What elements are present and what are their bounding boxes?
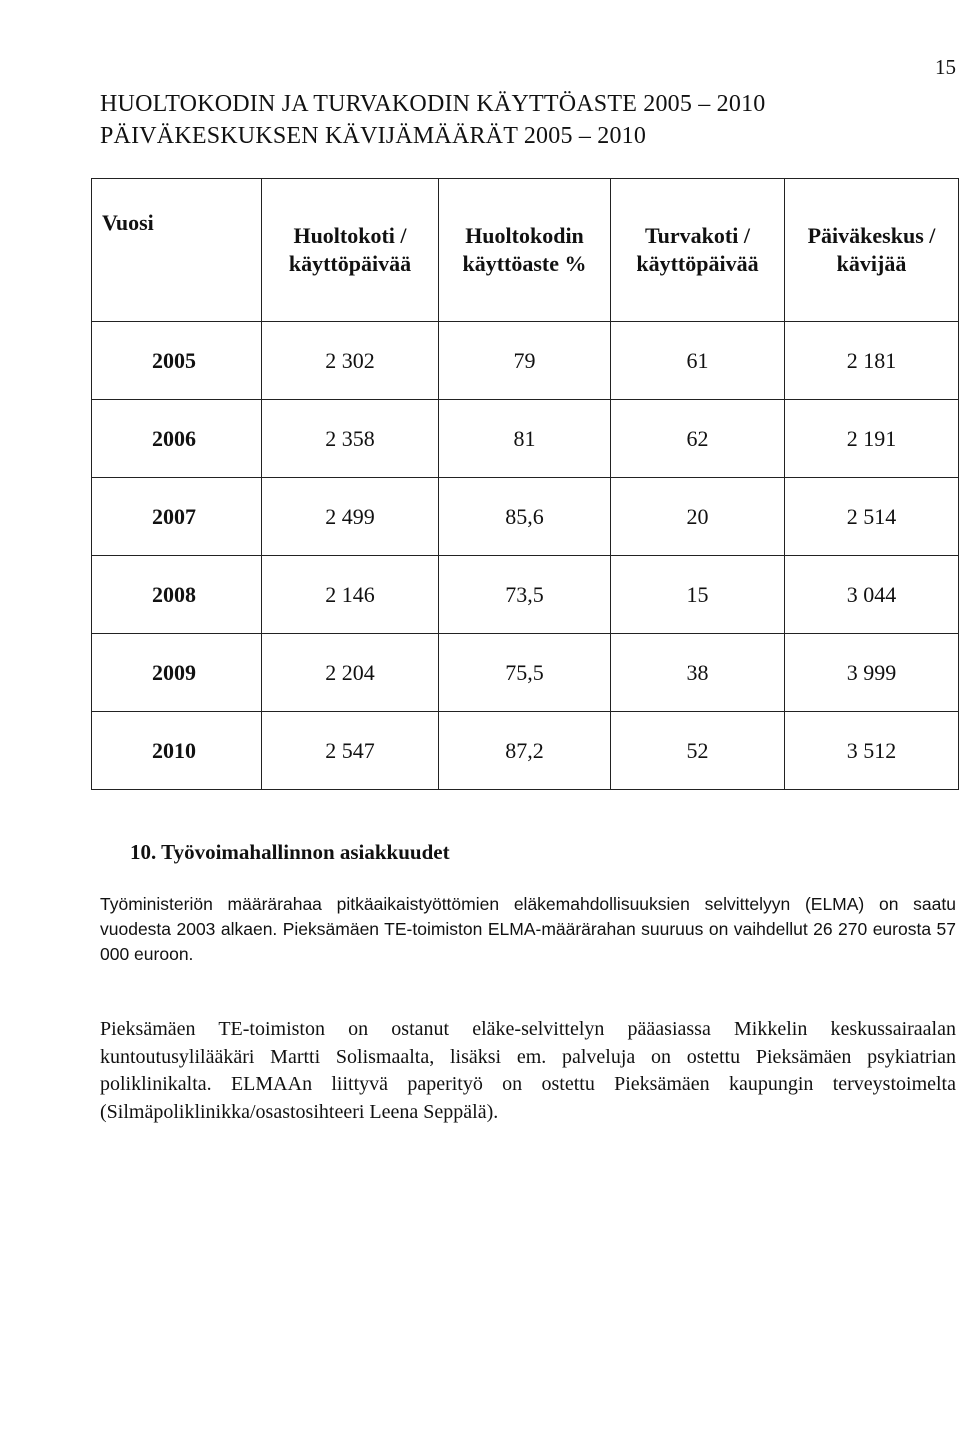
value-cell: 87,2 — [439, 712, 611, 790]
value-cell: 85,6 — [439, 478, 611, 556]
year-cell: 2009 — [92, 634, 262, 712]
page-title — [100, 88, 765, 152]
title-line-1: HUOLTOKODIN JA TURVAKODIN KÄYTTÖASTE 2005 – 2010 — [100, 91, 766, 117]
page-number: 15 — [935, 55, 956, 79]
table-row — [92, 322, 959, 400]
value-cell: 3 044 — [785, 556, 959, 634]
header-label: Turvakoti / — [645, 223, 750, 248]
title-line-2: PÄIVÄKESKUKSEN KÄVIJÄMÄÄRÄT 2005 – 2010 — [100, 123, 647, 149]
header-huoltokoti-usage — [439, 179, 611, 322]
header-paivakeskus-visitors — [785, 179, 959, 322]
header-turvakoti-days — [611, 179, 785, 322]
value-cell: 2 499 — [262, 478, 439, 556]
table-header-row — [92, 179, 959, 322]
header-label: Huoltokodin — [465, 223, 584, 248]
year-cell: 2005 — [92, 322, 262, 400]
value-cell: 15 — [611, 556, 785, 634]
value-cell: 79 — [439, 322, 611, 400]
value-cell: 62 — [611, 400, 785, 478]
year-cell: 2006 — [92, 400, 262, 478]
value-cell: 3 512 — [785, 712, 959, 790]
header-label: Huoltokoti / — [293, 223, 407, 248]
value-cell: 61 — [611, 322, 785, 400]
table-row — [92, 712, 959, 790]
table-row — [92, 400, 959, 478]
value-cell: 2 181 — [785, 322, 959, 400]
value-cell: 81 — [439, 400, 611, 478]
header-huoltokoti-days — [262, 179, 439, 322]
table-row — [92, 634, 959, 712]
header-label: Päiväkeskus / — [807, 223, 936, 248]
header-sublabel: käyttöpäivää — [288, 251, 412, 276]
value-cell: 3 999 — [785, 634, 959, 712]
year-cell: 2010 — [92, 712, 262, 790]
year-cell: 2008 — [92, 556, 262, 634]
value-cell: 2 146 — [262, 556, 439, 634]
value-cell: 38 — [611, 634, 785, 712]
value-cell: 2 204 — [262, 634, 439, 712]
section-heading: 10. Työvoimahallinnon asiakkuudet — [130, 840, 450, 864]
table-row — [92, 556, 959, 634]
paragraph-elma-services: Pieksämäen TE-toimiston on ostanut eläke-selvittelyn pääasiassa Mikkelin keskussairaalan kuntoutusylilääkäri Martti Solismaalta, lisäksi em. palveluja on ostettu Pieksämäen psykiatrian poliklinikalta. ELMAAn liittyvä paperityö on ostettu Pieksämäen kaupungin terveystoimelta (Silmäpoliklinikka/osastosihteeri Leena Seppälä). — [100, 1018, 956, 1123]
value-cell: 2 191 — [785, 400, 959, 478]
header-sublabel: kävijää — [836, 251, 907, 276]
header-year — [92, 179, 262, 322]
value-cell: 2 514 — [785, 478, 959, 556]
value-cell: 52 — [611, 712, 785, 790]
value-cell: 2 358 — [262, 400, 439, 478]
header-label: Vuosi — [102, 210, 154, 235]
table-row — [92, 478, 959, 556]
value-cell: 2 547 — [262, 712, 439, 790]
value-cell: 20 — [611, 478, 785, 556]
statistics-table — [91, 178, 959, 790]
header-sublabel: käyttöaste % — [462, 251, 587, 276]
value-cell: 75,5 — [439, 634, 611, 712]
year-cell: 2007 — [92, 478, 262, 556]
paragraph-elma-funding: Työministeriön määrärahaa pitkäaikaistyöttömien eläkemahdollisuuksien selvittelyyn (ELMA) on saatu vuodesta 2003 alkaen. Pieksämäen TE-toimiston ELMA-määrärahan suuruus on vaihdellut 26 270 eurosta 57 000 euroon. — [100, 894, 956, 964]
value-cell: 73,5 — [439, 556, 611, 634]
header-sublabel: käyttöpäivää — [636, 251, 759, 276]
value-cell: 2 302 — [262, 322, 439, 400]
